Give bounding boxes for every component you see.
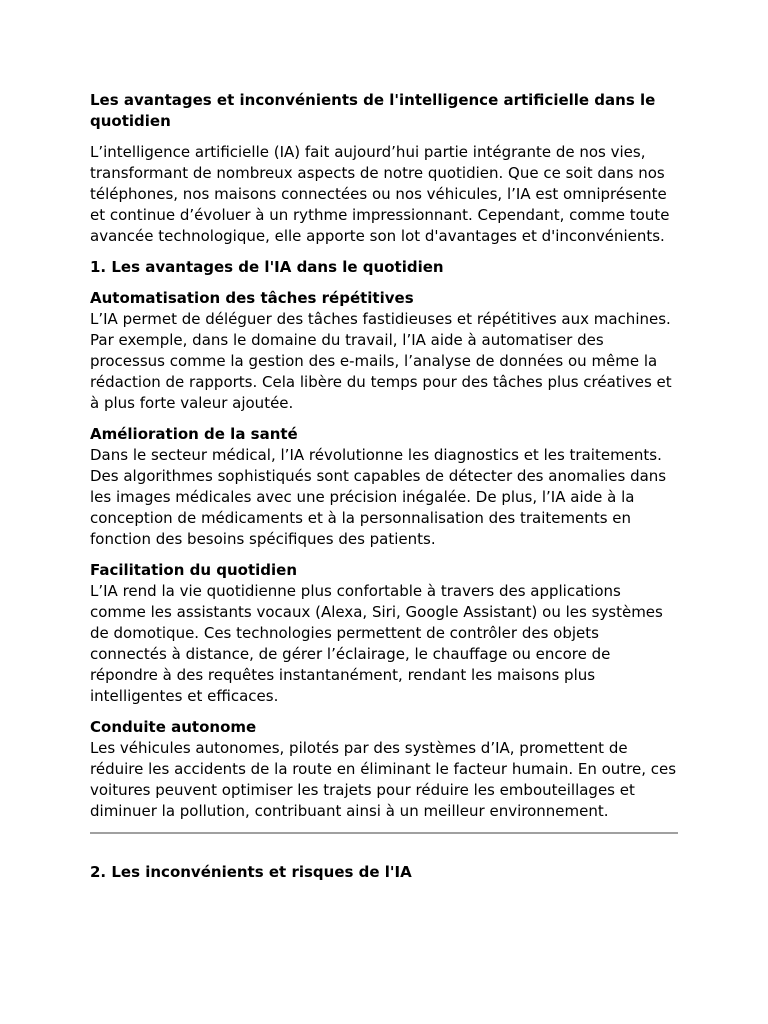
subsection-paragraph: L’IA rend la vie quotidienne plus confortable à travers des applications comme les assistants vocaux (Alexa, Siri, Google Assistant) ou les systèmes de domotique. Ces technologies permettent de contrôler des objets connectés à distance, de gérer l’éclairage, le chauffage ou encore de répondre à des requêtes instantanément, rendant les maisons plus intelligentes et efficaces.	[90, 582, 663, 705]
subsection-heading: Conduite autonome	[90, 718, 257, 736]
section-heading-advantages: 1. Les avantages de l'IA dans le quotidien	[90, 258, 444, 276]
subsection-paragraph: Dans le secteur médical, l’IA révolutionne les diagnostics et les traitements. Des algorithmes sophistiqués sont capables de détecter des anomalies dans les images médicales avec une précision inégalée. De plus, l’IA aide à la conception de médicaments et à la personnalisation des traitements en fonction des besoins spécifiques des patients.	[90, 446, 667, 548]
intro-paragraph: L’intelligence artificielle (IA) fait aujourd’hui partie intégrante de nos vies, transformant de nombreux aspects de notre quotidien. Que ce soit dans nos téléphones, nos maisons connectées ou nos véhicules, l’IA est omniprésente et continue d’évoluer à un rythme impressionnant. Cependant, comme toute avancée technologique, elle apporte son lot d'avantages et d'inconvénients.	[90, 143, 670, 245]
subsection-paragraph: L’IA permet de déléguer des tâches fastidieuses et répétitives aux machines. Par exemple, dans le domaine du travail, l’IA aide à automatiser des processus comme la gestion des e-mails, l’analyse de données ou même la rédaction de rapports. Cela libère du temps pour des tâches plus créatives et à plus forte valeur ajoutée.	[90, 310, 672, 412]
subsection-heading: Automatisation des tâches répétitives	[90, 289, 414, 307]
subsection-health	[90, 424, 680, 550]
subsection-heading: Facilitation du quotidien	[90, 561, 298, 579]
subsection-automation	[90, 288, 680, 414]
subsection-paragraph: Les véhicules autonomes, pilotés par des systèmes d’IA, promettent de réduire les accidents de la route en éliminant le facteur humain. En outre, ces voitures peuvent optimiser les trajets pour réduire les embouteillages et diminuer la pollution, contribuant ainsi à un meilleur environnement.	[90, 739, 677, 820]
document-title: Les avantages et inconvénients de l'intelligence artificielle dans le quotidien	[90, 91, 656, 130]
subsection-daily-life	[90, 560, 680, 707]
section-heading-disadvantages: 2. Les inconvénients et risques de l'IA	[90, 863, 412, 881]
document-page	[90, 90, 680, 893]
subsection-heading: Amélioration de la santé	[90, 425, 298, 443]
horizontal-divider	[90, 832, 678, 834]
subsection-autonomous-driving	[90, 717, 680, 822]
